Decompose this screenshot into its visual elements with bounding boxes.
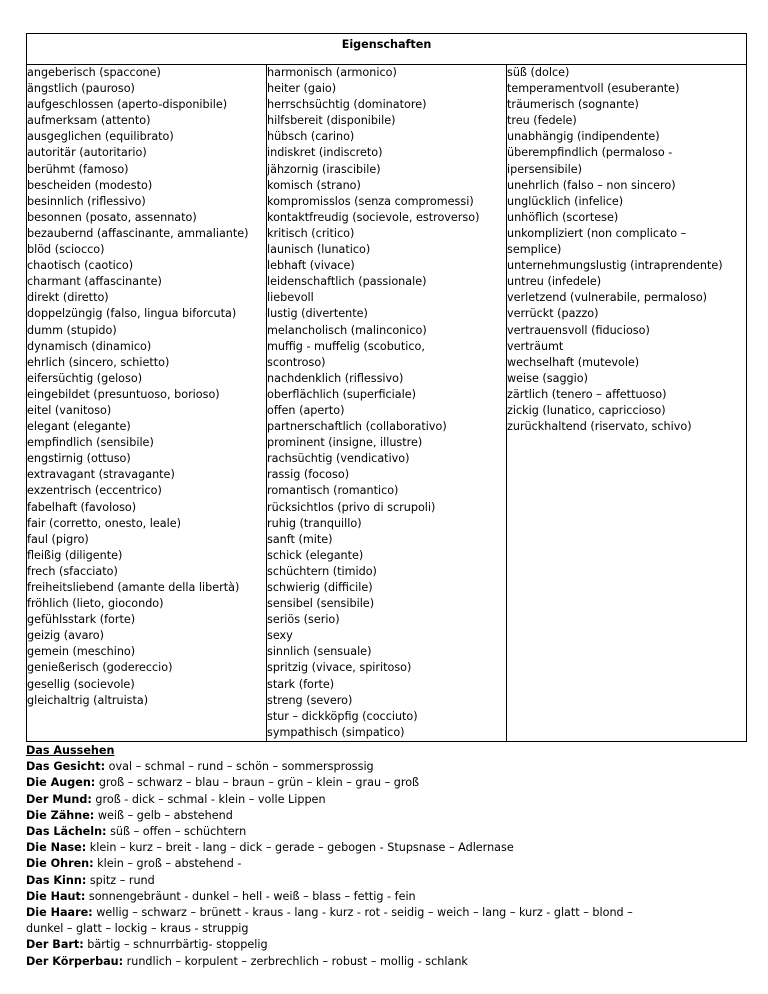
list-item: sexy	[267, 629, 293, 643]
appearance-text: wellig – schwarz – brünett - kraus - lang - kurz - rot - seidig – weich – lang – kurz - glatt – blond –	[92, 905, 633, 919]
document	[26, 33, 747, 970]
list-item: offen (aperto)	[267, 403, 345, 417]
list-item: engstirnig (ottuso)	[27, 452, 131, 466]
list-item: kompromisslos (senza compromessi)	[267, 194, 474, 208]
list-item: romantisch (romantico)	[267, 484, 399, 498]
appearance-text: klein – kurz – breit - lang – dick – gerade – gebogen - Stupsnase – Adlernase	[86, 841, 514, 855]
list-item: lustig (divertente)	[267, 307, 368, 321]
list-item: empfindlich (sensibile)	[27, 436, 154, 450]
list-item: weise (saggio)	[507, 371, 588, 385]
appearance-row	[26, 921, 747, 937]
list-item: prominent (insigne, illustre)	[267, 436, 423, 450]
appearance-row	[26, 759, 747, 775]
list-item: oberflächlich (superficiale)	[267, 387, 416, 401]
appearance-text: klein – groß – abstehend -	[93, 857, 242, 871]
list-item: ipersensibile)	[507, 162, 582, 176]
appearance-text: sonnengebräunt - dunkel – hell - weiß – blass – fettig - fein	[85, 889, 416, 903]
list-item: dynamisch (dinamico)	[27, 339, 152, 353]
list-item: träumerisch (sognante)	[507, 98, 639, 112]
list-item: gesellig (socievole)	[27, 677, 135, 691]
list-item: partnerschaftlich (collaborativo)	[267, 420, 447, 434]
appearance-row	[26, 775, 747, 791]
list-item: jähzornig (irascibile)	[267, 162, 381, 176]
properties-table	[26, 33, 747, 742]
list-item: stark (forte)	[267, 677, 335, 691]
appearance-text: groß - dick – schmal - klein – volle Lippen	[91, 792, 326, 806]
list-item: direkt (diretto)	[27, 291, 109, 305]
appearance-row	[26, 856, 747, 872]
appearance-text: dunkel – glatt – lockig – kraus - struppig	[26, 922, 249, 936]
list-item: dumm (stupido)	[27, 323, 117, 337]
list-item: indiskret (indiscreto)	[267, 146, 383, 160]
list-item: melancholisch (malinconico)	[267, 323, 427, 337]
list-item: aufmerksam (attento)	[27, 114, 151, 128]
appearance-row	[26, 808, 747, 824]
list-item: hilfsbereit (disponibile)	[267, 114, 396, 128]
list-item: semplice)	[507, 243, 562, 257]
appearance-text: weiß – gelb – abstehend	[94, 808, 233, 822]
list-item: sensibel (sensibile)	[267, 597, 375, 611]
appearance-label: Das Kinn:	[26, 873, 87, 887]
appearance-label: Der Körperbau:	[26, 954, 124, 968]
list-item: eitel (vanitoso)	[27, 403, 112, 417]
appearance-row	[26, 937, 747, 953]
list-item: fair (corretto, onesto, leale)	[27, 516, 181, 530]
list-item: spritzig (vivace, spiritoso)	[267, 661, 412, 675]
appearance-title: Das Aussehen	[26, 743, 115, 757]
appearance-text: bärtig – schnurrbärtig- stoppelig	[83, 938, 268, 952]
appearance-row	[26, 824, 747, 840]
appearance-row	[26, 954, 747, 970]
list-item: exzentrisch (eccentrico)	[27, 484, 162, 498]
list-item: rücksichtlos (privo di scrupoli)	[267, 500, 436, 514]
list-item: unabhängig (indipendente)	[507, 130, 660, 144]
table-title: Eigenschaften	[27, 34, 747, 65]
list-item: zickig (lunatico, capriccioso)	[507, 403, 666, 417]
list-item: überempfindlich (permaloso -	[507, 146, 673, 160]
appearance-label: Der Bart:	[26, 938, 84, 952]
list-item: blöd (sciocco)	[27, 243, 105, 257]
list-item: rassig (focoso)	[267, 468, 350, 482]
list-item: schick (elegante)	[267, 548, 364, 562]
list-item: zärtlich (tenero – affettuoso)	[507, 387, 667, 401]
list-item: rachsüchtig (vendicativo)	[267, 452, 410, 466]
list-item: muffig - muffelig (scobutico,	[267, 339, 425, 353]
list-item: verträumt	[507, 339, 564, 353]
column-1	[27, 65, 267, 742]
list-item: vertrauensvoll (fiducioso)	[507, 323, 650, 337]
appearance-text: spitz – rund	[86, 873, 155, 887]
list-item: ehrlich (sincero, schietto)	[27, 355, 170, 369]
appearance-section	[26, 743, 747, 970]
list-item: unhöflich (scortese)	[507, 210, 619, 224]
appearance-text: rundlich – korpulent – zerbrechlich – robust – mollig - schlank	[123, 954, 468, 968]
list-item: komisch (strano)	[267, 178, 361, 192]
appearance-row	[26, 840, 747, 856]
appearance-label: Das Gesicht:	[26, 760, 106, 774]
list-item: eifersüchtig (geloso)	[27, 371, 143, 385]
appearance-label: Die Nase:	[26, 841, 87, 855]
column-2	[267, 65, 507, 742]
list-item: schwierig (difficile)	[267, 581, 373, 594]
list-item: zurückhaltend (riservato, schivo)	[507, 420, 692, 434]
list-item: gefühlsstark (forte)	[27, 613, 136, 627]
appearance-text: oval – schmal – rund – schön – sommersprossig	[105, 760, 374, 774]
list-item: gemein (meschino)	[27, 645, 136, 659]
list-item: besonnen (posato, assennato)	[27, 210, 197, 224]
appearance-label: Das Lächeln:	[26, 824, 107, 838]
list-item: freiheitsliebend (amante della libertà)	[27, 581, 240, 594]
list-item: temperamentvoll (esuberante)	[507, 82, 680, 96]
appearance-label: Die Haare:	[26, 905, 93, 919]
list-item: faul (pigro)	[27, 532, 89, 546]
appearance-label: Die Augen:	[26, 776, 96, 790]
list-item: streng (severo)	[267, 693, 353, 707]
appearance-row	[26, 792, 747, 808]
list-item: berühmt (famoso)	[27, 162, 129, 176]
list-item: ausgeglichen (equilibrato)	[27, 130, 174, 144]
list-item: bescheiden (modesto)	[27, 178, 153, 192]
appearance-label: Die Zähne:	[26, 808, 95, 822]
list-item: gleichaltrig (altruista)	[27, 693, 149, 707]
list-item: aufgeschlossen (aperto-disponibile)	[27, 98, 228, 112]
list-item: heiter (gaio)	[267, 82, 337, 96]
list-item: extravagant (stravagante)	[27, 468, 175, 482]
list-item: leidenschaftlich (passionale)	[267, 275, 427, 289]
appearance-row	[26, 905, 747, 921]
list-item: fröhlich (lieto, giocondo)	[27, 597, 164, 611]
list-item: unkompliziert (non complicato –	[507, 226, 687, 240]
list-item: eingebildet (presuntuoso, borioso)	[27, 387, 220, 401]
list-item: chaotisch (caotico)	[27, 259, 134, 273]
list-item: angeberisch (spaccone)	[27, 66, 161, 79]
list-item: wechselhaft (mutevole)	[507, 355, 640, 369]
list-item: elegant (elegante)	[27, 420, 131, 434]
list-item: bezaubernd (affascinante, ammaliante)	[27, 226, 249, 240]
list-item: seriös (serio)	[267, 613, 340, 627]
list-item: launisch (lunatico)	[267, 243, 371, 257]
list-item: besinnlich (riflessivo)	[27, 194, 146, 208]
list-item: genießerisch (godereccio)	[27, 661, 173, 675]
appearance-label: Der Mund:	[26, 792, 92, 806]
list-item: fabelhaft (favoloso)	[27, 500, 137, 514]
list-item: charmant (affascinante)	[27, 275, 162, 289]
appearance-label: Die Haut:	[26, 889, 86, 903]
appearance-row	[26, 889, 747, 905]
appearance-list	[26, 759, 747, 970]
list-item: sympathisch (simpatico)	[267, 725, 405, 739]
list-item: verrückt (pazzo)	[507, 307, 599, 321]
column-3	[507, 65, 747, 742]
list-item: schüchtern (timido)	[267, 564, 377, 578]
list-item: frech (sfacciato)	[27, 564, 118, 578]
list-item: stur – dickköpfig (cocciuto)	[267, 709, 418, 723]
appearance-text: süß – offen – schüchtern	[106, 824, 247, 838]
appearance-row	[26, 873, 747, 889]
list-item: ruhig (tranquillo)	[267, 516, 362, 530]
list-item: sinnlich (sensuale)	[267, 645, 372, 659]
list-item: lebhaft (vivace)	[267, 259, 355, 273]
list-item: liebevoll	[267, 291, 314, 305]
list-item: kontaktfreudig (socievole, estroverso)	[267, 210, 480, 224]
list-item: fleißig (diligente)	[27, 548, 123, 562]
list-item: hübsch (carino)	[267, 130, 355, 144]
list-item: autoritär (autoritario)	[27, 146, 147, 160]
list-item: untreu (infedele)	[507, 275, 602, 289]
list-item: doppelzüngig (falso, lingua biforcuta)	[27, 307, 237, 321]
list-item: unehrlich (falso – non sincero)	[507, 178, 676, 192]
list-item: geizig (avaro)	[27, 629, 104, 643]
list-item: scontroso)	[267, 355, 326, 369]
list-item: kritisch (critico)	[267, 226, 355, 240]
list-item: unglücklich (infelice)	[507, 194, 624, 208]
list-item: süß (dolce)	[507, 66, 570, 79]
list-item: sanft (mite)	[267, 532, 333, 546]
list-item: ängstlich (pauroso)	[27, 82, 135, 96]
appearance-label: Die Ohren:	[26, 857, 94, 871]
list-item: herrschsüchtig (dominatore)	[267, 98, 427, 112]
appearance-text: groß – schwarz – blau – braun – grün – klein – grau – groß	[95, 776, 420, 790]
list-item: treu (fedele)	[507, 114, 577, 128]
list-item: verletzend (vulnerabile, permaloso)	[507, 291, 708, 305]
list-item: nachdenklich (riflessivo)	[267, 371, 404, 385]
list-item: unternehmungslustig (intraprendente)	[507, 259, 723, 273]
list-item: harmonisch (armonico)	[267, 66, 397, 79]
